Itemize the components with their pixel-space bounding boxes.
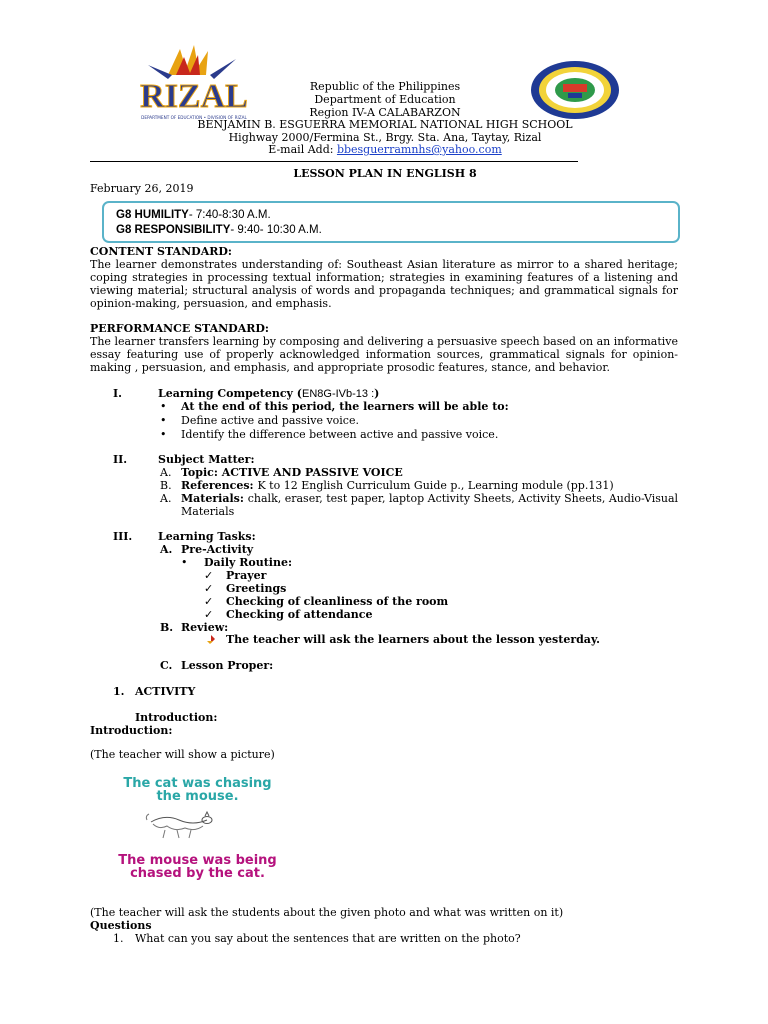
checkmark-icon: ✓ — [204, 582, 214, 595]
item-letter: B. — [160, 479, 172, 492]
routine-greetings: Greetings — [226, 582, 287, 595]
caption-line: The cat was chasing — [123, 776, 272, 791]
performance-standard-body: The learner transfers learning by composing and delivering a persuasive speech based on an informative essay featuring use of properly acknowledged information sources, grammatical signals for opinion-making , persuasion, and emphasis, and appropriate prosodic features, stance, and behavior. — [90, 335, 678, 374]
header-region: Region IV-A CALABARZON — [309, 106, 461, 119]
item-letter: C. — [160, 659, 173, 672]
picture-caption-bottom — [90, 854, 305, 880]
section-3-numeral: III. — [113, 530, 133, 543]
page-title: LESSON PLAN IN ENGLISH 8 — [293, 167, 477, 180]
routine-prayer: Prayer — [226, 569, 267, 582]
materials-item — [181, 492, 678, 505]
header-republic: Republic of the Philippines — [309, 80, 461, 93]
content-standard-body: The learner demonstrates understanding of: Southeast Asian literature as mirror to a shared heritage; coping strategies in processing textual information; strategies in examining features of a listening and viewing material; structural analysis of words and propaganda techniques; and grammatical signals for opinion-making, persuasion, and emphasis. — [90, 258, 678, 310]
bullet-icon: • — [181, 556, 188, 569]
checkmark-icon: ✓ — [204, 569, 214, 582]
section-2-numeral: II. — [113, 453, 128, 466]
header-divider — [90, 161, 578, 162]
review-label: Review: — [181, 621, 229, 634]
item-letter: A. — [160, 466, 172, 479]
question-number: 1. — [113, 932, 124, 945]
routine-attendance: Checking of attendance — [226, 608, 373, 621]
materials-label: Materials: — [181, 492, 248, 505]
objective-1: Define active and passive voice. — [181, 414, 359, 427]
email-label: E-mail Add: — [268, 143, 337, 156]
question-1: What can you say about the sentences that are written on the photo? — [135, 932, 521, 945]
picture-caption-top — [90, 777, 305, 803]
references-label: References: — [181, 479, 258, 492]
item-letter: A. — [160, 543, 173, 556]
questions-heading: Questions — [90, 919, 152, 932]
cat-mouse-picture — [90, 772, 305, 895]
references-text: K to 12 English Curriculum Guide p., Learning module (pp.131) — [257, 479, 614, 492]
after-picture-note: (The teacher will ask the students about the given photo and what was written on it) — [90, 906, 564, 919]
schedule-humility — [116, 209, 271, 222]
materials-text: chalk, eraser, test paper, laptop Activity Sheets, Activity Sheets, Audio-Visual — [247, 492, 679, 505]
arrow-bullet-icon — [204, 633, 216, 648]
activity-label: ACTIVITY — [135, 685, 196, 698]
item-letter: A. — [160, 492, 172, 505]
item-letter: B. — [160, 621, 174, 634]
checkmark-icon: ✓ — [204, 595, 214, 608]
bullet-icon: • — [160, 400, 167, 413]
competency-code: EN8G-IVb-13 : — [301, 388, 375, 400]
caption-line: chased by the cat. — [130, 866, 265, 881]
section-time: - 7:40-8:30 A.M. — [188, 209, 271, 221]
logo-text: RIZAL — [140, 78, 248, 115]
daily-routine-label: Daily Routine: — [204, 556, 293, 569]
objective-intro: At the end of this period, the learners will be able to: — [181, 400, 509, 413]
schedule-responsibility — [116, 224, 322, 237]
lesson-date: February 26, 2019 — [90, 182, 194, 195]
introduction-indented: Introduction: — [135, 711, 218, 724]
references-item — [181, 479, 614, 492]
section-name: G8 RESPONSIBILITY — [116, 224, 231, 236]
section-1-numeral: I. — [113, 387, 122, 400]
header-email-line — [190, 143, 580, 156]
materials-continued: Materials — [181, 505, 235, 518]
logo-subtext: DEPARTMENT OF EDUCATION • DIVISION OF RIZAL — [141, 115, 247, 120]
section-2-title: Subject Matter: — [158, 453, 255, 466]
email-link[interactable]: bbesguerramnhs@yahoo.com — [336, 143, 502, 156]
section-1-close: ) — [374, 387, 380, 400]
show-picture-note: (The teacher will show a picture) — [90, 748, 275, 761]
introduction-heading: Introduction: — [90, 724, 173, 737]
schedule-box — [102, 201, 680, 243]
section-3-title: Learning Tasks: — [158, 530, 256, 543]
review-item: The teacher will ask the learners about the lesson yesterday. — [226, 633, 600, 646]
content-standard-heading: CONTENT STANDARD: — [90, 245, 232, 258]
section-1-label: Learning Competency ( — [158, 387, 302, 400]
caption-line: The mouse was being — [118, 853, 277, 868]
performance-standard-heading: PERFORMANCE STANDARD: — [90, 322, 269, 335]
header-address: Highway 2000/Fermina St., Brgy. Sta. Ana, Taytay, Rizal — [228, 131, 542, 144]
bullet-icon: • — [160, 428, 167, 441]
objective-2: Identify the difference between active and passive voice. — [181, 428, 499, 441]
section-time: - 9:40- 10:30 A.M. — [230, 224, 322, 236]
topic-item: Topic: ACTIVE AND PASSIVE VOICE — [181, 466, 403, 479]
routine-cleanliness: Checking of cleanliness of the room — [226, 595, 449, 608]
caption-line: the mouse. — [156, 789, 239, 804]
header-department: Department of Education — [314, 93, 456, 106]
pre-activity-label: Pre-Activity — [181, 543, 254, 556]
section-1-title — [158, 387, 379, 401]
lesson-proper-label: Lesson Proper: — [181, 659, 274, 672]
activity-number: 1. — [113, 685, 125, 698]
checkmark-icon: ✓ — [204, 608, 214, 621]
bullet-icon: • — [160, 414, 167, 427]
section-name: G8 HUMILITY — [116, 209, 189, 221]
cat-mouse-drawing-icon — [145, 808, 225, 845]
header-school: BENJAMIN B. ESGUERRA MEMORIAL NATIONAL HIGH SCHOOL — [197, 118, 573, 131]
